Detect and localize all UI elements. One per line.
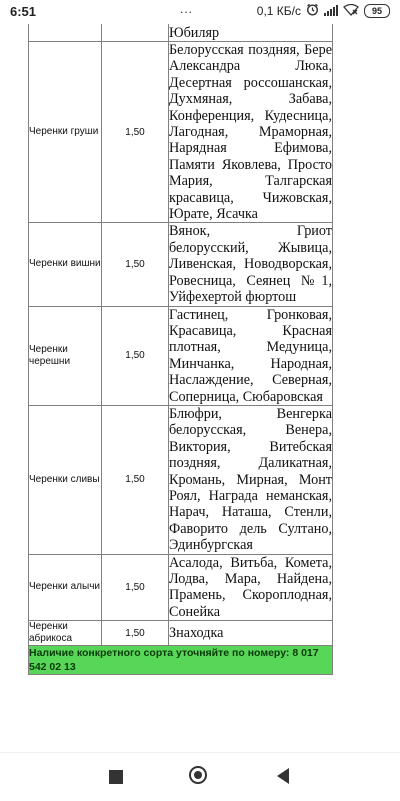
crop-cell: Черенки сливы (29, 405, 102, 554)
square-icon[interactable] (109, 770, 123, 784)
table-row-partial (29, 24, 333, 42)
table-row (29, 621, 333, 646)
table-row (29, 554, 333, 621)
varieties-cell: Блюфри, Венгерка белорусская, Венера, Виктория, Витебская поздняя, Даликатная, Кромань, Мирная, Монт Роял, Награда неманская, Нарач, Наташа, Стенли, Фаворито дель Султано, Эдинбургская (169, 405, 332, 554)
table-row (29, 42, 333, 223)
table-row (29, 306, 333, 405)
page-content[interactable] (0, 24, 400, 752)
varieties-cell: Знаходка (169, 621, 333, 646)
status-bar (0, 0, 400, 24)
battery-indicator: 95 (364, 4, 390, 18)
crop-cell: Черенки абрикоса (29, 621, 102, 646)
price-cell: 1,50 (102, 621, 169, 646)
varieties-cell: Вянок, Гриот белорусский, Жывица, Ливенская, Новодворская, Ровесница, Сеянец №1, Уйфехертой фюртош (169, 223, 332, 306)
signal-icon (324, 4, 338, 19)
crop-cell (29, 24, 102, 42)
wifi-x-icon (343, 4, 359, 19)
status-dots: ... (180, 2, 194, 16)
crop-cell: Черенки черешни (29, 306, 102, 405)
crop-cell: Черенки алычи (29, 554, 102, 621)
triangle-back-icon[interactable] (277, 768, 289, 784)
network-speed: 0,1 КБ/с (256, 4, 301, 18)
notice-row (29, 646, 333, 675)
availability-notice: Наличие конкретного сорта уточняйте по номеру: 8 017 542 02 13 (29, 646, 333, 675)
crop-cell: Черенки груши (29, 42, 102, 223)
table-row (29, 405, 333, 554)
price-cell: 1,50 (102, 554, 169, 621)
price-cell: 1,50 (102, 42, 169, 223)
status-time: 6:51 (10, 4, 37, 19)
varieties-cell: Асалода, Витьба, Комета, Лодва, Мара, Найдена, Прамень, Скороплодная, Сонейка (169, 554, 332, 620)
price-cell: 1,50 (102, 223, 169, 306)
varieties-cell: Белорусская поздняя, Бере Александра Люка, Десертная россошанская, Духмяная, Забава, Конференция, Кудесница, Лагодная, Мраморная, Нарядная Ефимова, Памяти Яковлева, Просто Мария, Талгарская красавица, Чижовская, Юрате, Ясачка (169, 42, 332, 223)
crop-cell: Черенки вишни (29, 223, 102, 306)
price-cell (102, 24, 169, 42)
price-cell: 1,50 (102, 405, 169, 554)
varieties-table (28, 24, 333, 675)
price-cell: 1,50 (102, 306, 169, 405)
varieties-cell: Юбиляр (169, 24, 333, 42)
varieties-cell: Гастинец, Гронковая, Красавица, Красная плотная, Медуница, Минчанка, Народная, Наслаждение, Северная, Соперница, Сюбаровская (169, 306, 332, 405)
navigation-bar (0, 752, 400, 801)
alarm-icon (306, 3, 319, 19)
circle-icon[interactable] (189, 766, 207, 784)
table-row (29, 223, 333, 306)
